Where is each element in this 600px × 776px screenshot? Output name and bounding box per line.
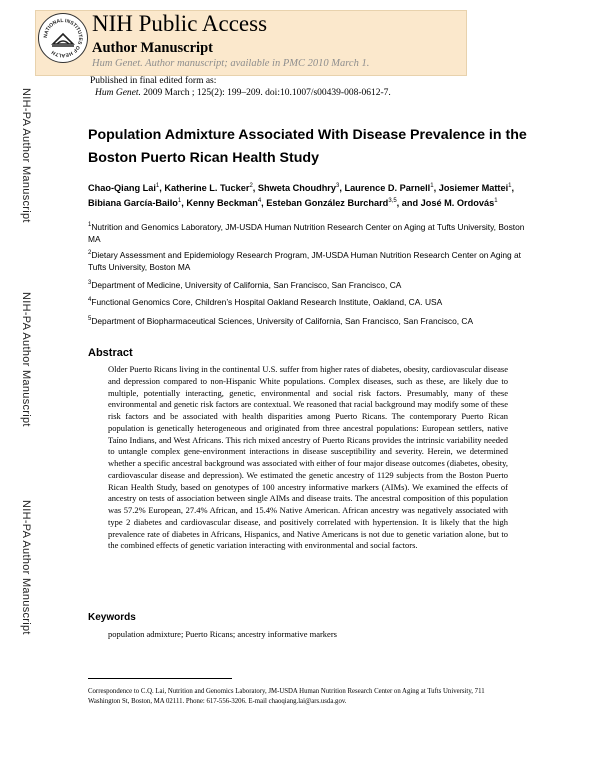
author-affiliation-mark: 1 bbox=[508, 183, 512, 189]
author-separator: , bbox=[252, 183, 258, 194]
author bbox=[88, 198, 186, 208]
affiliation-text: Functional Genomics Core, Children’s Hospital Oakland Research Institute, Oakland, CA. USA bbox=[91, 296, 443, 307]
published-note: Published in final edited form as: bbox=[90, 76, 217, 86]
author-separator: , bbox=[511, 183, 515, 194]
affiliation-text: Department of Biopharmaceutical Sciences, University of California, San Francisco, San Francisco, CA bbox=[91, 315, 474, 326]
citation bbox=[95, 88, 391, 98]
author-affiliation-mark: 2 bbox=[249, 183, 253, 189]
footnote-divider bbox=[88, 678, 232, 679]
nih-logo bbox=[38, 13, 88, 63]
author bbox=[164, 183, 258, 193]
author bbox=[88, 183, 164, 193]
affiliation-text: Department of Medicine, University of California, San Francisco, San Francisco, CA bbox=[91, 279, 402, 290]
author-affiliation-mark: 1 bbox=[177, 197, 182, 204]
side-label-middle: NIH-PA Author Manuscript bbox=[20, 292, 32, 427]
author bbox=[186, 198, 266, 208]
author-name: Bibiana García-Bailo bbox=[88, 197, 178, 208]
author-name: Katherine L. Tucker bbox=[164, 183, 250, 194]
author bbox=[266, 198, 420, 208]
author bbox=[421, 198, 498, 208]
author-affiliation-mark: 1 bbox=[494, 197, 498, 204]
header-title: NIH Public Access bbox=[92, 11, 268, 36]
author-affiliation-mark: 3,5 bbox=[388, 197, 397, 204]
affiliation bbox=[88, 294, 528, 308]
author-separator: , bbox=[261, 197, 267, 208]
author-name: Shweta Choudhry bbox=[257, 183, 336, 194]
citation-details: 2009 March ; 125(2): 199–209. doi:10.1007/s00439-008-0612-7. bbox=[140, 88, 391, 98]
svg-text:NATIONAL INSTITUTES OF HEALTH bbox=[43, 18, 83, 58]
header-subtitle: Author Manuscript bbox=[92, 40, 213, 56]
author bbox=[258, 183, 345, 193]
author-separator: , bbox=[339, 183, 345, 194]
affiliation bbox=[88, 277, 528, 291]
author-separator: , bbox=[159, 183, 165, 194]
author-affiliation-mark: 4 bbox=[257, 197, 262, 204]
citation-journal: Hum Genet. bbox=[95, 88, 141, 98]
author bbox=[439, 183, 514, 193]
keywords-text: population admixture; Puerto Ricans; ancestry informative markers bbox=[108, 629, 337, 639]
logo-seal-text: NATIONAL INSTITUTES OF HEALTH bbox=[42, 17, 84, 59]
header-availability-note: Hum Genet. Author manuscript; available in PMC 2010 March 1. bbox=[92, 58, 370, 69]
side-label-bottom: NIH-PA Author Manuscript bbox=[20, 500, 32, 635]
author-separator: , bbox=[181, 197, 187, 208]
author-affiliation-mark: 1 bbox=[430, 183, 434, 189]
author-affiliation-mark: 3 bbox=[336, 183, 340, 189]
author-name: Chao-Qiang Lai bbox=[88, 183, 156, 194]
author-separator: , and bbox=[396, 197, 421, 208]
side-label-top: NIH-PA Author Manuscript bbox=[20, 88, 32, 223]
affiliation-text: Nutrition and Genomics Laboratory, JM-USDA Human Nutrition Research Center on Aging at Tufts University, Boston MA bbox=[88, 221, 525, 244]
author-name: Josiemer Mattei bbox=[438, 183, 509, 194]
author bbox=[344, 183, 438, 193]
author-affiliation-mark: 1 bbox=[155, 183, 160, 189]
author-separator: , bbox=[433, 183, 439, 194]
author-name: Esteban González Burchard bbox=[266, 197, 389, 208]
affiliation-mark: 3 bbox=[88, 280, 92, 286]
author-name: José M. Ordovás bbox=[420, 197, 495, 208]
affiliation bbox=[88, 247, 528, 273]
affiliation-mark: 4 bbox=[88, 297, 92, 303]
affiliation-text: Dietary Assessment and Epidemiology Research Program, JM-USDA Human Nutrition Research Center on Aging at Tufts University, Boston MA bbox=[88, 249, 521, 272]
correspondence-footnote: Correspondence to C.Q. Lai, Nutrition and Genomics Laboratory, JM-USDA Human Nutrition Research Center on Aging at Tufts University, 711 Washington St, Boston, MA 02111. Phone: 617-556-3206. E-mail chaoqiang.lai@ars.usda.gov. bbox=[88, 688, 485, 705]
affiliation-mark: 2 bbox=[88, 250, 92, 256]
keywords-heading: Keywords bbox=[88, 612, 136, 623]
abstract-text: Older Puerto Ricans living in the continental U.S. suffer from higher rates of diabetes, obesity, cardiovascular disease and depression compared to non-Hispanic White populations. Complex diseases, such as these, are likely due to multiple, potentially interacting, genetic, environmental and social risk factors. Presumably, many of these environmental and genetic risk factors are contextual. We reasoned that racial background may modify some of these risk factors and be associated with health disparities among Puerto Ricans. The contemporary Puerto Rican population is genetically heterogeneous and originated from three ancestral populations: European settlers, native Taíno Indians, and West Africans. This rich mixed ancestry of Puerto Ricans provides the intrinsic variability needed to untangle complex gene-environment interactions in disease susceptibility and severity. Herein, we determined whether a specific ancestral background was associated with either of four major disease outcomes (diabetes, obesity, cardiovascular disease and depression). We estimated the genetic ancestry of 1129 subjects from the Boston Puerto Rican Health Study, based on genotypes of 100 ancestry informative markers (AIMs). We examined the effects of ancestry on tests of association between single AIMs and disease traits. The ancestral composition of this population was 57.2% European, 27.4% African, and 15.4% Native American. African ancestry was negatively associated with type 2 diabetes and cardiovascular disease, and positively correlated with hypertension. It is likely that the high prevalence rate of diabetes in Africans, Hispanics, and Native Americans is not due to genetic variation alone, but to the combined effects of genetic variation interacting with environmental and social factors. bbox=[108, 364, 508, 551]
author-name: Laurence D. Parnell bbox=[344, 183, 431, 194]
affiliation-mark: 1 bbox=[88, 222, 92, 228]
affiliation-mark: 5 bbox=[88, 316, 92, 322]
affiliation bbox=[88, 313, 528, 327]
abstract-heading: Abstract bbox=[88, 347, 133, 359]
paper-title: Population Admixture Associated With Disease Prevalence in the Boston Puerto Rican Health Study bbox=[88, 127, 527, 166]
affiliation bbox=[88, 219, 528, 245]
author-list bbox=[88, 180, 528, 209]
author-name: Kenny Beckman bbox=[186, 197, 258, 208]
nih-seal-icon bbox=[39, 14, 87, 62]
